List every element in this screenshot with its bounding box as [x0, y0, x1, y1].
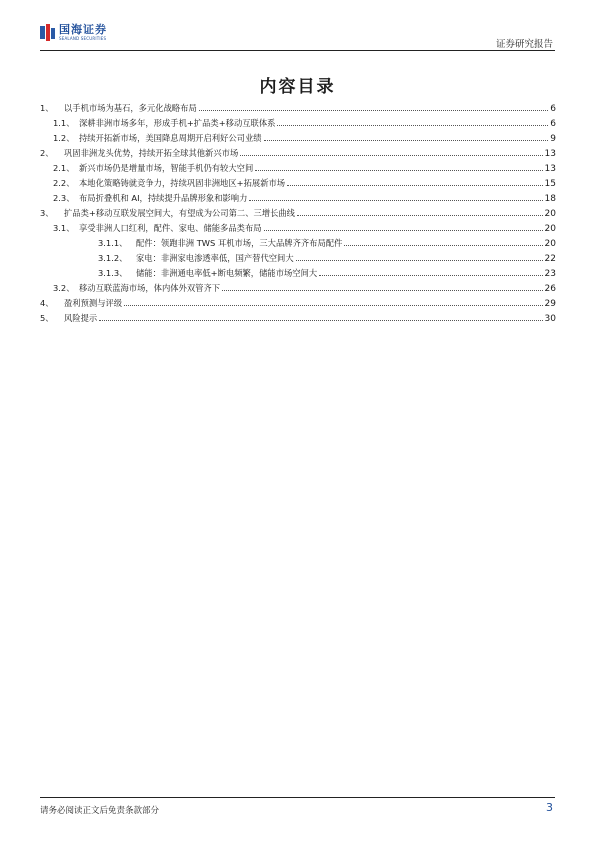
toc-leader-dots — [124, 305, 542, 306]
footer-divider — [40, 797, 555, 798]
toc-entry-label — [53, 177, 287, 189]
toc-entry-text: 盈利预测与评级 — [64, 298, 123, 308]
logo-name-cn: 国海证券 — [59, 23, 107, 36]
table-of-contents — [40, 99, 556, 324]
toc-leader-dots — [277, 125, 548, 126]
toc-entry-number: 1、 — [40, 103, 54, 113]
toc-entry-number: 1.2、 — [53, 133, 75, 143]
toc-entry-text: 巩固非洲龙头优势，持续开拓全球其他新兴市场 — [64, 148, 239, 158]
toc-entry-page: 20 — [544, 239, 556, 249]
toc-entry-page: 20 — [544, 224, 556, 234]
toc-entry-number: 3.2、 — [53, 283, 75, 293]
toc-entry-page: 15 — [544, 179, 556, 189]
toc-entry-page: 29 — [544, 299, 556, 309]
toc-entry[interactable] — [40, 174, 556, 189]
logo-text — [59, 24, 107, 41]
toc-entry[interactable] — [40, 219, 556, 234]
toc-entry-text: 本地化策略铸就竞争力，持续巩固非洲地区+拓展新市场 — [79, 178, 286, 188]
toc-entry-text: 以手机市场为基石，多元化战略布局 — [64, 103, 197, 113]
toc-entry[interactable] — [40, 294, 556, 309]
toc-leader-dots — [264, 230, 543, 231]
toc-leader-dots — [249, 200, 542, 201]
toc-entry-text: 持续开拓新市场，美国降息周期开启利好公司业绩 — [79, 133, 262, 143]
toc-entry-number: 2、 — [40, 148, 54, 158]
toc-entry-label — [40, 147, 240, 159]
logo-name-en: SEALAND SECURITIES — [59, 36, 107, 41]
toc-entry-number: 3.1.1、 — [98, 238, 128, 248]
toc-entry-label — [98, 237, 344, 249]
toc-entry-label — [53, 162, 255, 174]
toc-entry-number: 3.1、 — [53, 223, 75, 233]
toc-entry[interactable] — [40, 129, 556, 144]
toc-entry[interactable] — [40, 309, 556, 324]
toc-entry-page: 23 — [544, 269, 556, 279]
toc-entry-number: 5、 — [40, 313, 54, 323]
toc-leader-dots — [199, 110, 549, 111]
toc-entry-label — [53, 117, 277, 129]
toc-entry-label — [40, 207, 297, 219]
toc-leader-dots — [287, 185, 542, 186]
toc-leader-dots — [240, 155, 542, 156]
disclaimer-note: 请务必阅读正文后免责条款部分 — [40, 806, 160, 816]
company-logo — [40, 24, 107, 41]
toc-entry[interactable] — [40, 204, 556, 219]
toc-entry-page: 18 — [544, 194, 556, 204]
toc-entry-page: 26 — [544, 284, 556, 294]
page-number: 3 — [546, 801, 553, 814]
toc-entry-number: 1.1、 — [53, 118, 75, 128]
toc-entry-text: 布局折叠机和 AI，持续提升品牌形象和影响力 — [79, 193, 248, 203]
toc-entry-page: 30 — [544, 314, 556, 324]
toc-entry-page: 9 — [550, 134, 556, 144]
toc-leader-dots — [296, 260, 543, 261]
toc-entry[interactable] — [40, 159, 556, 174]
toc-entry-number: 3.1.2、 — [98, 253, 128, 263]
toc-leader-dots — [264, 140, 549, 141]
toc-entry-label — [53, 192, 249, 204]
toc-entry-label — [98, 252, 296, 264]
toc-entry-number: 3、 — [40, 208, 54, 218]
toc-title: 内容目录 — [259, 77, 336, 97]
toc-entry[interactable] — [40, 279, 556, 294]
toc-entry-text: 风险提示 — [64, 313, 98, 323]
toc-entry-number: 2.2、 — [53, 178, 75, 188]
toc-entry-text: 扩品类+移动互联发展空间大，有望成为公司第二、三增长曲线 — [64, 208, 295, 218]
report-type-label: 证券研究报告 — [495, 39, 553, 50]
toc-leader-dots — [344, 245, 542, 246]
toc-leader-dots — [255, 170, 542, 171]
toc-entry-page: 22 — [544, 254, 556, 264]
toc-entry-text: 家电：非洲家电渗透率低，国产替代空间大 — [136, 253, 294, 263]
toc-entry-label — [53, 132, 264, 144]
toc-entry-page: 6 — [550, 104, 556, 114]
toc-leader-dots — [319, 275, 542, 276]
toc-leader-dots — [99, 320, 542, 321]
toc-entry[interactable] — [40, 114, 556, 129]
toc-entry[interactable] — [40, 99, 556, 114]
toc-entry-label — [40, 297, 124, 309]
toc-entry-page: 20 — [544, 209, 556, 219]
toc-entry-label — [53, 282, 222, 294]
toc-entry-label — [40, 312, 99, 324]
toc-entry[interactable] — [40, 189, 556, 204]
toc-entry[interactable] — [40, 234, 556, 249]
toc-entry-label — [53, 222, 264, 234]
toc-entry-page: 13 — [544, 164, 556, 174]
toc-entry-number: 4、 — [40, 298, 54, 308]
toc-entry-number: 3.1.3、 — [98, 268, 128, 278]
toc-entry-text: 享受非洲人口红利，配件、家电、储能多品类布局 — [79, 223, 262, 233]
toc-entry-text: 深耕非洲市场多年，形成手机+扩品类+移动互联体系 — [79, 118, 276, 128]
toc-entry[interactable] — [40, 249, 556, 264]
toc-entry-number: 2.3、 — [53, 193, 75, 203]
toc-entry-text: 配件：领跑非洲 TWS 耳机市场，三大品牌齐齐布局配件 — [136, 238, 343, 248]
toc-entry[interactable] — [40, 144, 556, 159]
header-divider — [40, 50, 555, 51]
toc-entry-number: 2.1、 — [53, 163, 75, 173]
toc-leader-dots — [297, 215, 543, 216]
toc-entry-text: 新兴市场仍是增量市场，智能手机仍有较大空间 — [79, 163, 254, 173]
toc-entry-label — [40, 102, 199, 114]
toc-entry-text: 储能：非洲通电率低+断电频繁，储能市场空间大 — [136, 268, 318, 278]
toc-entry[interactable] — [40, 264, 556, 279]
toc-entry-text: 移动互联蓝海市场，体内体外双管齐下 — [79, 283, 221, 293]
toc-entry-page: 13 — [544, 149, 556, 159]
toc-entry-label — [98, 267, 319, 279]
toc-entry-page: 6 — [550, 119, 556, 129]
logo-mark-icon — [40, 24, 55, 41]
toc-leader-dots — [222, 290, 542, 291]
